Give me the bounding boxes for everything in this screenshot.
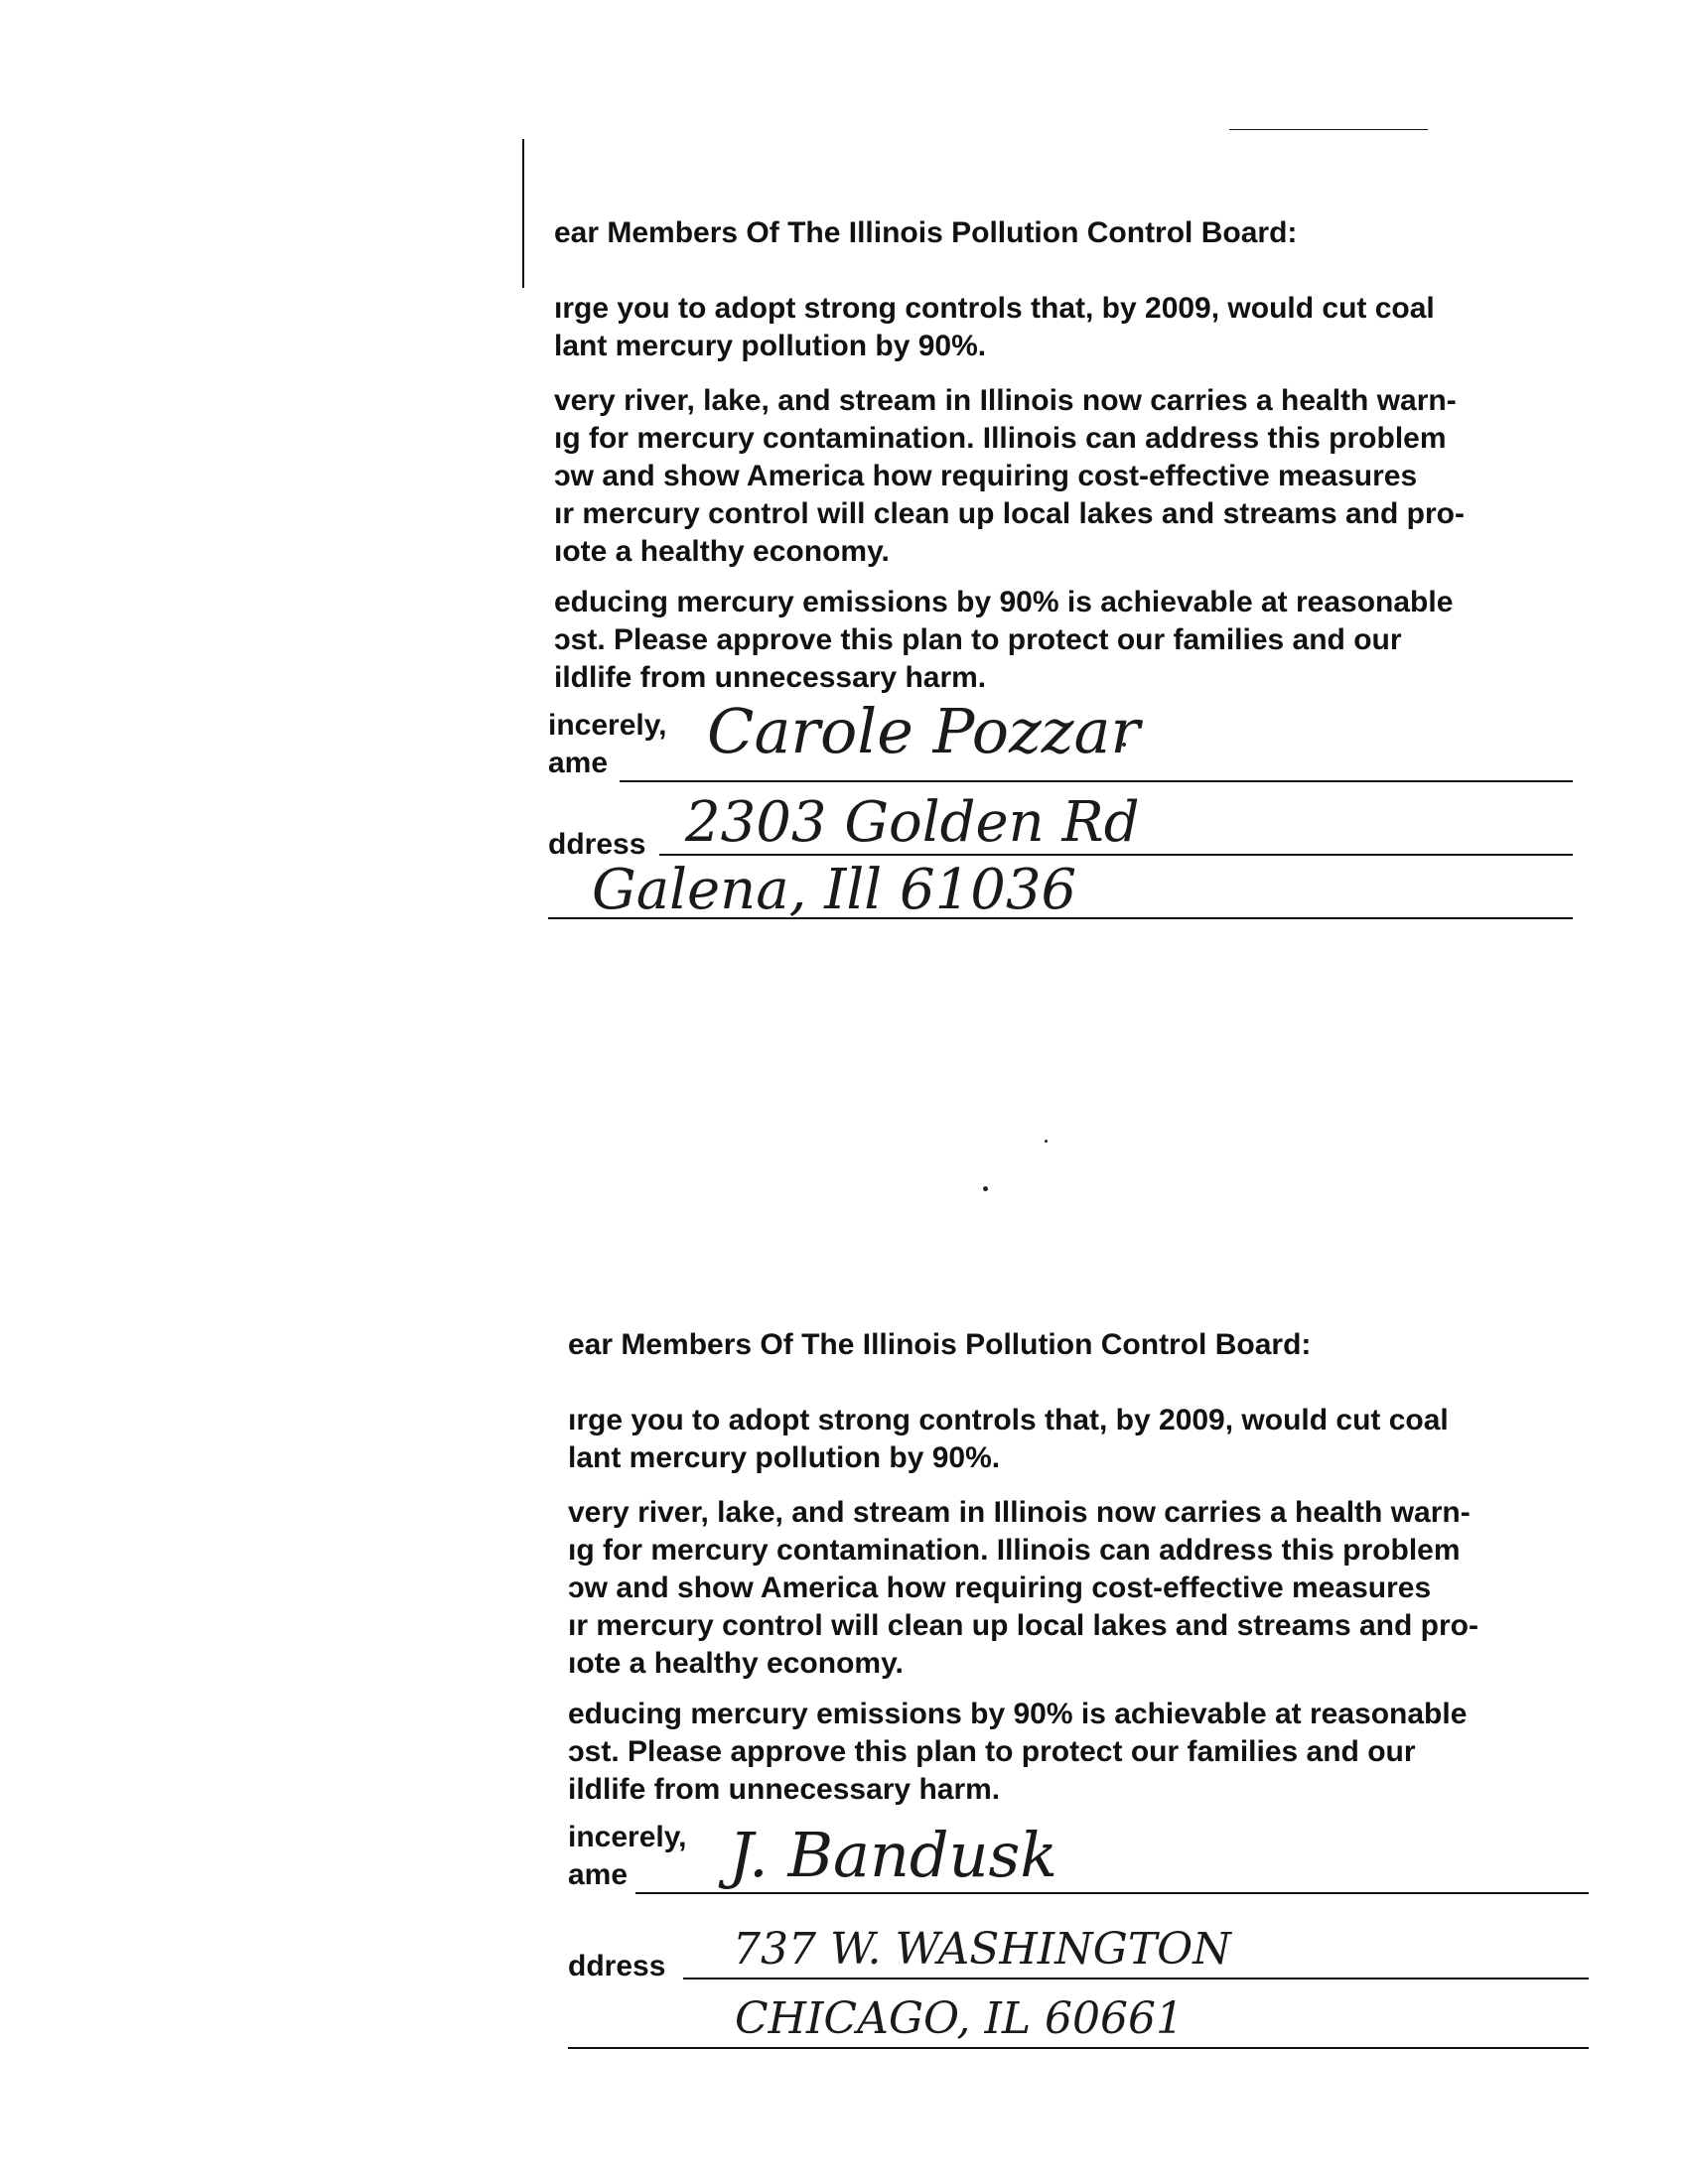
address-line-1	[683, 1978, 1589, 1979]
text-line: very river, lake, and stream in Illinois now carries a health warn-	[554, 384, 1457, 417]
paragraph-2	[554, 382, 1465, 571]
address-label: ddress	[568, 1950, 666, 1982]
name-label: ame	[568, 1858, 629, 1891]
text-line: lant mercury pollution by 90%.	[554, 330, 987, 362]
closing: incerely,	[548, 709, 667, 742]
paragraph-1	[554, 290, 1435, 365]
text-line: ildlife from unnecessary harm.	[568, 1773, 1001, 1806]
text-line: ıg for mercury contamination. Illinois can address this problem	[568, 1534, 1461, 1567]
text-line: ıg for mercury contamination. Illinois can address this problem	[554, 422, 1447, 455]
greeting: ear Members Of The Illinois Pollution Control Board:	[554, 216, 1298, 249]
greeting: ear Members Of The Illinois Pollution Control Board:	[568, 1328, 1312, 1361]
scan-speck	[983, 1186, 988, 1191]
paragraph-2	[568, 1494, 1478, 1683]
text-line: ɔst. Please approve this plan to protect our families and our	[568, 1735, 1416, 1768]
scan-speck	[1045, 1140, 1048, 1143]
top-fragment-rule	[1229, 129, 1428, 130]
paragraph-3	[554, 584, 1453, 697]
signature: Carole Pozzar	[707, 695, 1141, 767]
handwritten-address-1: 2303 Golden Rd	[685, 790, 1140, 855]
text-line: lant mercury pollution by 90%.	[568, 1441, 1001, 1474]
handwritten-address-1: 737 W. WASHINGTON	[733, 1924, 1231, 1975]
paragraph-1	[568, 1402, 1449, 1477]
text-line: ɔw and show America how requiring cost-effective measures	[568, 1571, 1432, 1604]
text-line: ıote a healthy economy.	[568, 1647, 904, 1680]
name-line	[620, 780, 1573, 782]
handwritten-address-2: CHICAGO, IL 60661	[735, 1993, 1185, 2044]
text-line: ırge you to adopt strong controls that, by 2009, would cut coal	[568, 1404, 1449, 1436]
text-line: educing mercury emissions by 90% is achievable at reasonable	[554, 586, 1454, 618]
text-line: ıote a healthy economy.	[554, 535, 890, 568]
address-line-2	[568, 2047, 1589, 2049]
address-label: ddress	[548, 828, 646, 861]
text-line: very river, lake, and stream in Illinois now carries a health warn-	[568, 1496, 1471, 1529]
text-line: ɔst. Please approve this plan to protect our families and our	[554, 623, 1402, 656]
text-line: ır mercury control will clean up local lakes and streams and pro-	[554, 497, 1465, 530]
paragraph-3	[568, 1696, 1467, 1809]
text-line: educing mercury emissions by 90% is achievable at reasonable	[568, 1698, 1468, 1730]
name-line	[635, 1892, 1589, 1894]
text-line: ɔw and show America how requiring cost-effective measures	[554, 460, 1418, 492]
name-label: ame	[548, 747, 609, 779]
handwritten-address-2: Galena, Ill 61036	[592, 858, 1077, 922]
text-line: ırge you to adopt strong controls that, by 2009, would cut coal	[554, 292, 1435, 325]
margin-edge-line	[522, 139, 524, 288]
closing: incerely,	[568, 1821, 687, 1853]
text-line: ildlife from unnecessary harm.	[554, 661, 987, 694]
signature: J. Bandusk	[729, 1819, 1057, 1891]
text-line: ır mercury control will clean up local lakes and streams and pro-	[568, 1609, 1478, 1642]
